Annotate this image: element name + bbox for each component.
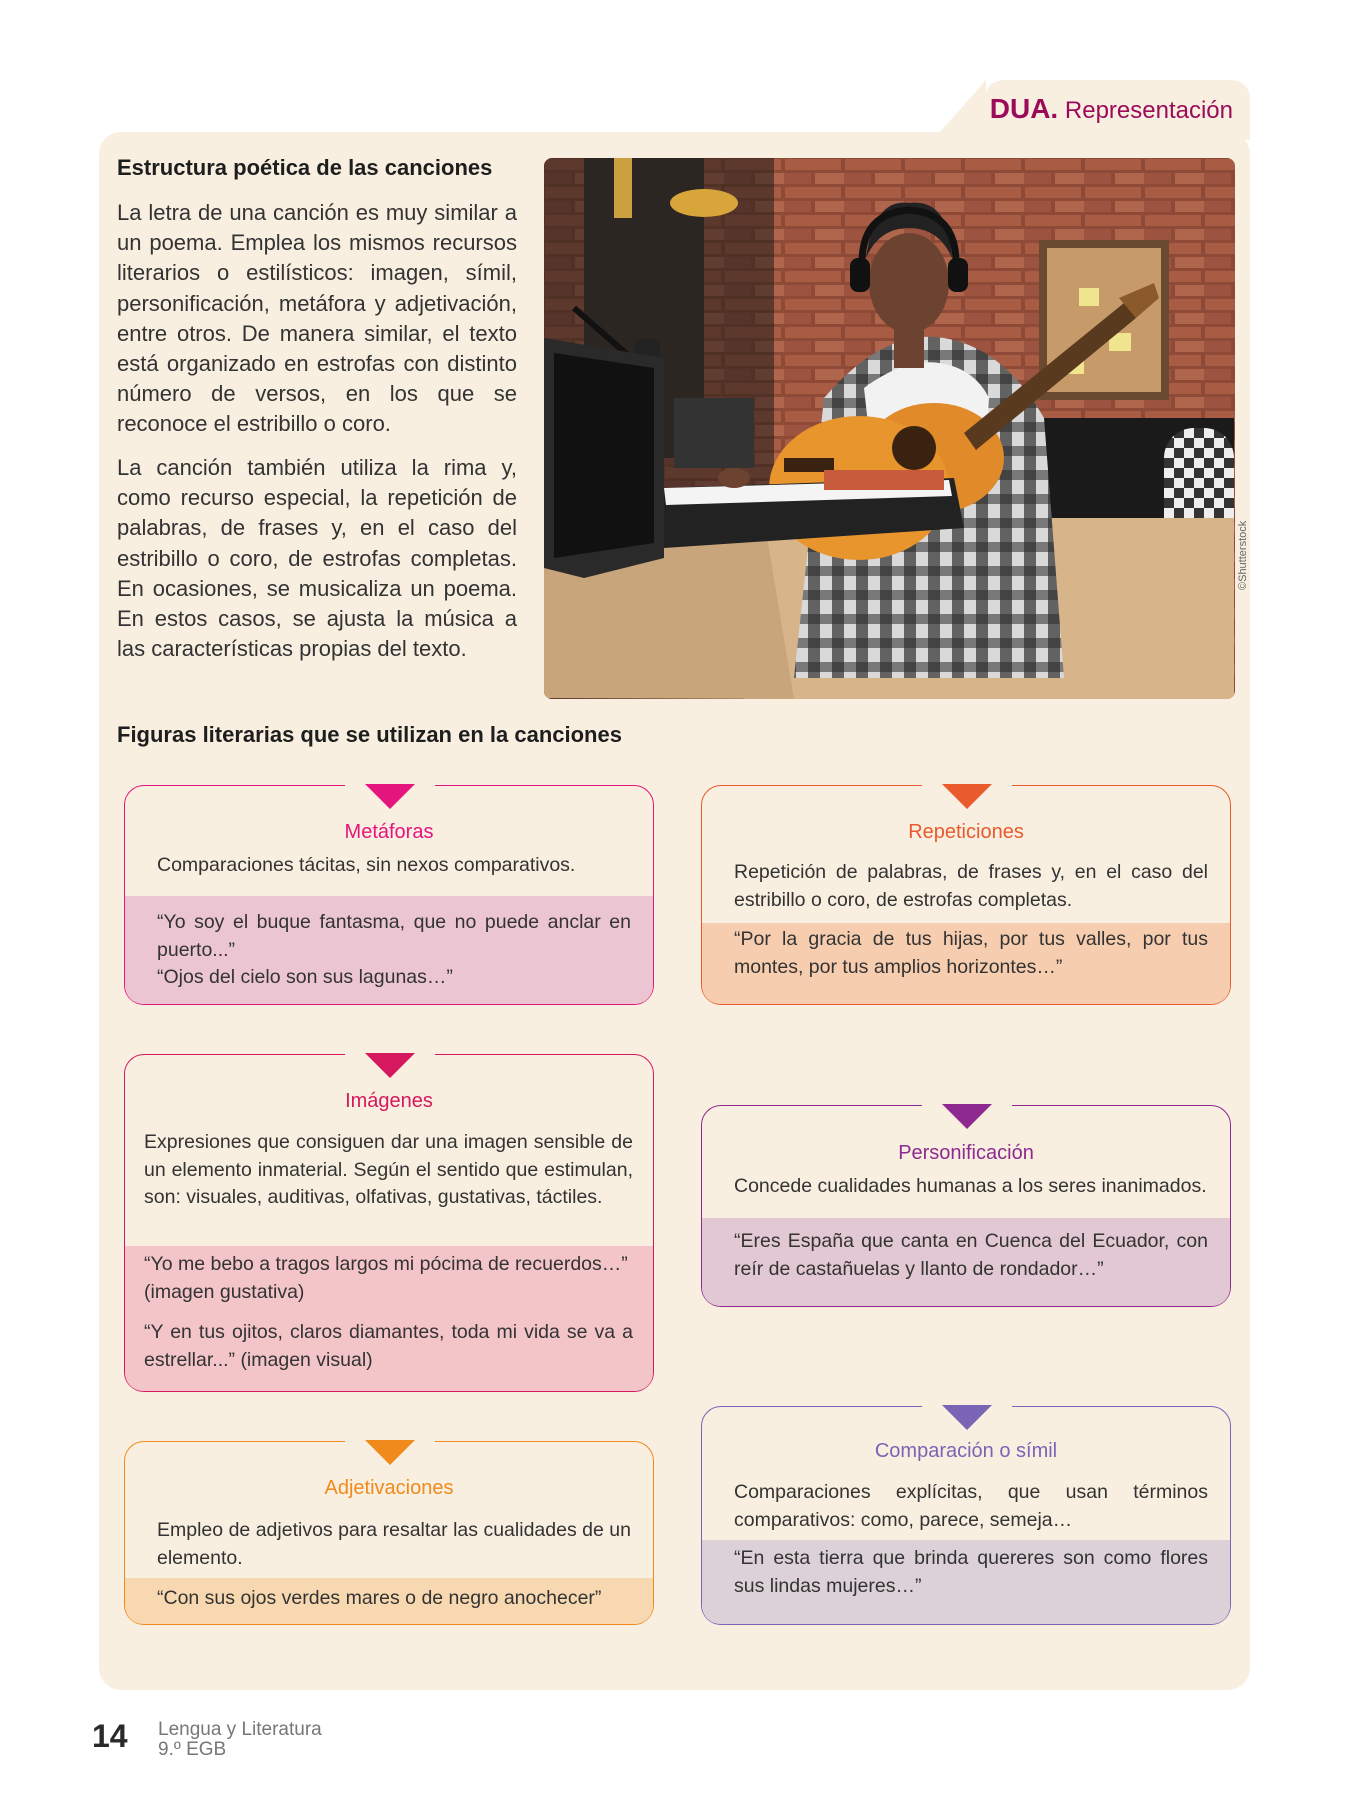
intro-paragraph-1: La letra de una canción es muy similar a un poema. Emplea los mismos recursos literarios o estilísticos: imagen, símil, personificación, metáfora y adjetivación, entre otros. De manera similar, el texto está organizado en estrofas con distinto número de versos, en los que se reconoce el estribillo o coro. <box>117 200 517 437</box>
card-adjetivaciones <box>124 1441 654 1625</box>
card-example-text: “Con sus ojos verdes mares o de negro anochecer” <box>157 1587 602 1609</box>
photo-credit: ©Shutterstock <box>1237 520 1249 590</box>
card-example-box <box>702 1218 1230 1306</box>
dua-tag-bold: DUA. <box>989 93 1059 124</box>
card-example-text: “Eres España que canta en Cuenca del Ecuador, con reír de castañuelas y llanto de rondador…” <box>734 1230 1208 1280</box>
studio-photo-illustration <box>544 158 1235 699</box>
footer-subject: Lengua y Literatura <box>158 1719 322 1740</box>
intro-paragraph-2: La canción también utiliza la rima y, como recurso especial, la repetición de palabras, de frases y, en el caso del estribillo o coro, de estrofas completas. En ocasiones, se musicaliza un poema. En estos casos, se ajusta la música a las características propias del texto. <box>117 455 517 662</box>
card-description: Expresiones que consiguen dar una imagen sensible de un elemento inmaterial. Según el sentido que estimulan, son: visuales, auditivas, olfativas, gustativas, táctiles. <box>144 1131 633 1208</box>
card-example-box <box>125 1578 653 1624</box>
card-example-text: “Yo me bebo a tragos largos mi pócima de recuerdos…” (imagen gustativa) <box>144 1253 628 1303</box>
card-description: Concede cualidades humanas a los seres inanimados. <box>734 1175 1207 1197</box>
arrow-down-icon <box>942 784 992 809</box>
card-example-box <box>125 896 653 1004</box>
card-description: Comparaciones tácitas, sin nexos comparativos. <box>157 854 576 876</box>
header-tab-notch <box>940 80 986 132</box>
dua-tag <box>990 93 1233 125</box>
section-title-figuras: Figuras literarias que se utilizan en la canciones <box>117 722 622 747</box>
card-title: Adjetivaciones <box>324 1477 454 1499</box>
arrow-down-icon <box>365 784 415 809</box>
card-metaforas <box>124 785 654 1005</box>
card-repeticiones <box>701 785 1231 1005</box>
card-example-text: “Y en tus ojitos, claros diamantes, toda mi vida se va a estrellar...” (imagen visual) <box>144 1321 633 1371</box>
card-title: Imágenes <box>345 1090 433 1112</box>
footer-grade: 9.º EGB <box>158 1739 227 1760</box>
card-example-text: “Por la gracia de tus hijas, por tus valles, por tus montes, por tus amplios horizontes…” <box>734 928 1208 978</box>
card-description: Repetición de palabras, de frases y, en el caso del estribillo o coro, de estrofas completas. <box>734 861 1208 911</box>
footer-book-info <box>158 1720 322 1760</box>
dua-tag-rest: Representación <box>1058 97 1233 124</box>
card-description: Empleo de adjetivos para resaltar las cualidades de un elemento. <box>157 1519 631 1569</box>
card-example-box <box>702 923 1230 1004</box>
page-number: 14 <box>92 1718 128 1754</box>
card-title: Comparación o símil <box>874 1440 1058 1462</box>
arrow-down-icon <box>365 1440 415 1465</box>
card-title: Personificación <box>898 1142 1034 1164</box>
card-simil <box>701 1406 1231 1625</box>
card-example-text: “Yo soy el buque fantasma, que no puede anclar en puerto...” <box>157 911 631 961</box>
section-title-estructura: Estructura poética de las canciones <box>117 155 493 180</box>
card-example-text: “Ojos del cielo son sus lagunas…” <box>157 966 453 988</box>
card-example-box <box>125 1246 653 1391</box>
card-title: Repeticiones <box>908 821 1024 843</box>
card-imagenes <box>124 1054 654 1392</box>
card-example-text: “En esta tierra que brinda quereres son como flores sus lindas mujeres…” <box>734 1547 1208 1597</box>
arrow-down-icon <box>365 1053 415 1078</box>
card-personificacion <box>701 1105 1231 1307</box>
arrow-down-icon <box>942 1104 992 1129</box>
studio-photo <box>544 158 1235 699</box>
card-title: Metáforas <box>344 821 434 843</box>
card-description: Comparaciones explícitas, que usan términos comparativos: como, parece, semeja… <box>734 1481 1208 1531</box>
arrow-down-icon <box>942 1405 992 1430</box>
card-example-box <box>702 1540 1230 1624</box>
